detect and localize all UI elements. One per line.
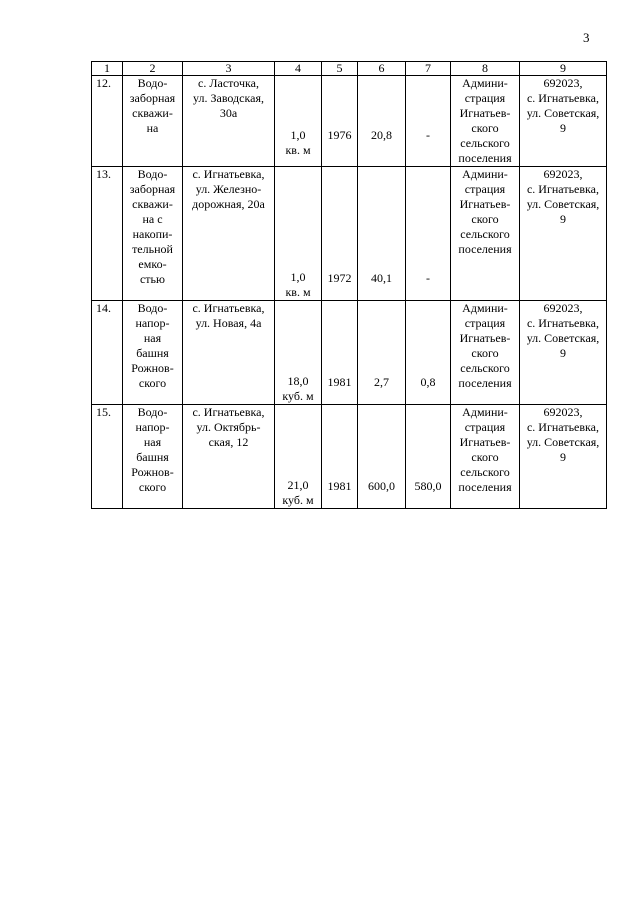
object-name: Водо- заборная скважи- на с накопи- тельной емко- стью — [123, 167, 183, 301]
object-value-6: 2,7 — [358, 301, 406, 405]
object-name: Водо- напор- ная башня Рожнов- ского — [123, 405, 183, 509]
table-row — [92, 76, 607, 167]
column-number: 3 — [183, 62, 275, 76]
column-number: 4 — [275, 62, 322, 76]
object-address: с. Ласточка, ул. Заводская, 30а — [183, 76, 275, 167]
column-number: 8 — [451, 62, 520, 76]
object-area: 1,0 кв. м — [275, 167, 322, 301]
object-value-7: - — [406, 167, 451, 301]
owner-name: Админи- страция Игнатьев- ского сельского поселения — [451, 405, 520, 509]
object-year: 1981 — [322, 301, 358, 405]
object-value-6: 40,1 — [358, 167, 406, 301]
object-year: 1981 — [322, 405, 358, 509]
table-row — [92, 405, 607, 509]
owner-address: 692023, с. Игнатьевка, ул. Советская, 9 — [520, 76, 607, 167]
object-value-7: 580,0 — [406, 405, 451, 509]
column-number: 7 — [406, 62, 451, 76]
column-number: 6 — [358, 62, 406, 76]
page-number: 3 — [583, 30, 590, 45]
column-number: 1 — [92, 62, 123, 76]
row-number: 14. — [92, 301, 123, 405]
row-number: 13. — [92, 167, 123, 301]
column-number: 5 — [322, 62, 358, 76]
table-row — [92, 301, 607, 405]
object-year: 1972 — [322, 167, 358, 301]
object-address: с. Игнатьевка, ул. Новая, 4а — [183, 301, 275, 405]
registry-table — [91, 61, 607, 509]
table-row — [92, 167, 607, 301]
owner-name: Админи- страция Игнатьев- ского сельского поселения — [451, 301, 520, 405]
column-number: 2 — [123, 62, 183, 76]
object-address: с. Игнатьевка, ул. Железно- дорожная, 20а — [183, 167, 275, 301]
row-number: 12. — [92, 76, 123, 167]
column-number: 9 — [520, 62, 607, 76]
object-name: Водо- напор- ная башня Рожнов- ского — [123, 301, 183, 405]
owner-name: Админи- страция Игнатьев- ского сельского поселения — [451, 167, 520, 301]
object-value-7: 0,8 — [406, 301, 451, 405]
object-area: 18,0 куб. м — [275, 301, 322, 405]
object-address: с. Игнатьевка, ул. Октябрь- ская, 12 — [183, 405, 275, 509]
object-area: 21,0 куб. м — [275, 405, 322, 509]
row-number: 15. — [92, 405, 123, 509]
owner-address: 692023, с. Игнатьевка, ул. Советская, 9 — [520, 301, 607, 405]
object-value-6: 600,0 — [358, 405, 406, 509]
object-value-7: - — [406, 76, 451, 167]
owner-address: 692023, с. Игнатьевка, ул. Советская, 9 — [520, 167, 607, 301]
object-year: 1976 — [322, 76, 358, 167]
object-value-6: 20,8 — [358, 76, 406, 167]
owner-name: Админи- страция Игнатьев- ского сельского поселения — [451, 76, 520, 167]
owner-address: 692023, с. Игнатьевка, ул. Советская, 9 — [520, 405, 607, 509]
column-number-row — [92, 62, 607, 76]
object-area: 1,0 кв. м — [275, 76, 322, 167]
object-name: Водо- заборная скважи- на — [123, 76, 183, 167]
